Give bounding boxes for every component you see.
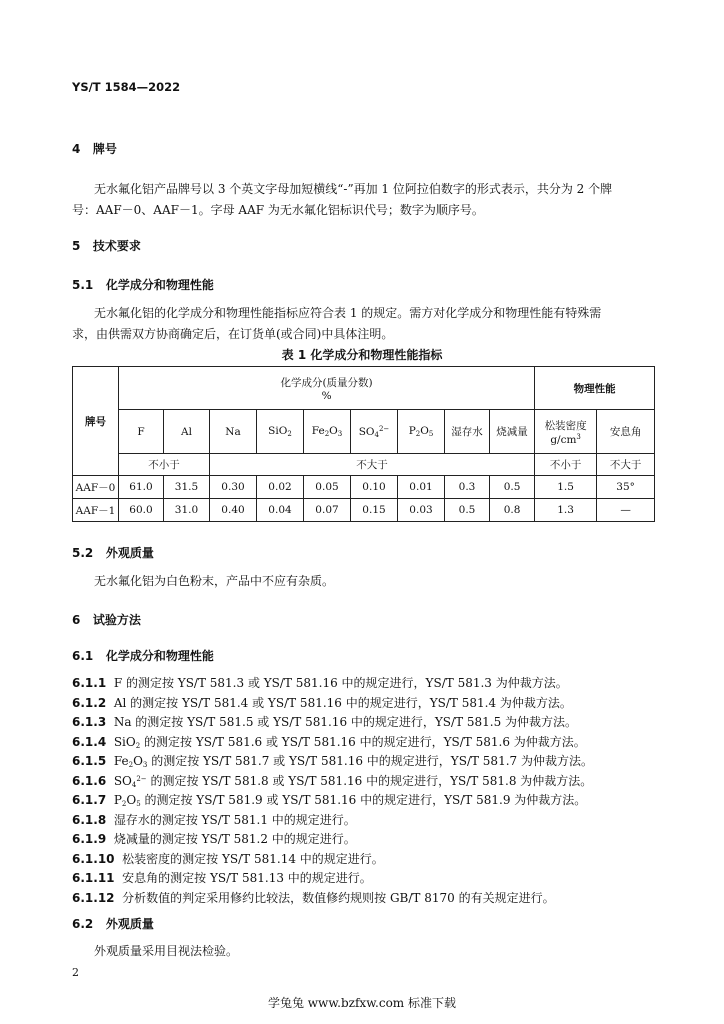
col-sio2: SiO$_2$ xyxy=(257,410,304,454)
section-6-1-heading xyxy=(72,647,214,664)
section-number: 5.1 xyxy=(72,278,94,292)
cell: 61.0 xyxy=(119,476,164,499)
method-item: 6.1.6 $SO_4^{2-}$ 的测定按 YS/T 581.8 或 YS/T 581.16 中的规定进行，YS/T 581.8 为仲裁方法。 xyxy=(72,774,593,789)
chem-header xyxy=(119,367,535,410)
section-title: 化学成分和物理性能 xyxy=(105,649,214,663)
section-number: 5 xyxy=(72,239,81,253)
paragraph-line: 无水氟化铝的化学成分和物理性能指标应符合表 1 的规定。需方对化学成分和物理性能有特殊需 xyxy=(94,306,602,320)
method-item: 6.1.9 烧减量的测定按 YS/T 581.2 中的规定进行。 xyxy=(72,832,356,846)
section-title: 化学成分和物理性能 xyxy=(105,278,214,292)
section-6-heading xyxy=(72,611,141,628)
section-number: 4 xyxy=(72,142,81,156)
section-5-1-heading xyxy=(72,276,214,293)
brand-header: 牌号 xyxy=(73,367,119,476)
col-moisture: 湿存水 xyxy=(445,410,490,454)
method-item: 6.1.4 SiO$_2$ 的测定按 YS/T 581.6 或 YS/T 581.16 中的规定进行，YS/T 581.6 为仲裁方法。 xyxy=(72,735,586,750)
limit-phys-not-less: 不小于 xyxy=(535,454,597,476)
col-bulk-density: 松装密度 $g/cm^3$ xyxy=(535,410,597,454)
section-title: 牌号 xyxy=(92,142,117,156)
section-number: 5.2 xyxy=(72,546,94,560)
section-title: 外观质量 xyxy=(105,546,154,560)
cell: 0.01 xyxy=(398,476,445,499)
cell: 0.40 xyxy=(210,499,257,522)
paragraph-line: 外观质量采用目视法检验。 xyxy=(94,944,239,958)
table-caption: 表 1 化学成分和物理性能指标 xyxy=(281,348,443,362)
row-brand: AAF－0 xyxy=(73,476,119,499)
chem-header-unit: % xyxy=(321,389,332,402)
method-item: 6.1.3 Na 的测定按 YS/T 581.5 或 YS/T 581.16 中的规定进行，YS/T 581.5 为仲裁方法。 xyxy=(72,715,578,729)
cell: 0.02 xyxy=(257,476,304,499)
method-item: 6.1.2 Al 的测定按 YS/T 581.4 或 YS/T 581.16 中的规定进行，YS/T 581.4 为仲裁方法。 xyxy=(72,696,572,710)
limit-not-more: 不大于 xyxy=(210,454,535,476)
col-loi: 烧减量 xyxy=(490,410,535,454)
method-item: 6.1.11 安息角的测定按 YS/T 581.13 中的规定进行。 xyxy=(72,871,372,885)
col-repose-angle: 安息角 xyxy=(597,410,655,454)
method-item: 6.1.8 湿存水的测定按 YS/T 581.1 中的规定进行。 xyxy=(72,813,356,827)
cell: 0.03 xyxy=(398,499,445,522)
section-number: 6 xyxy=(72,613,81,627)
phys-header: 物理性能 xyxy=(535,367,655,410)
cell: 0.07 xyxy=(304,499,351,522)
limit-phys-not-more: 不大于 xyxy=(597,454,655,476)
cell: 0.10 xyxy=(351,476,398,499)
section-5-2-heading xyxy=(72,544,154,561)
cell: 35° xyxy=(597,476,655,499)
section-number: 6.2 xyxy=(72,917,94,931)
section-title: 技术要求 xyxy=(92,239,141,253)
table-row xyxy=(73,476,655,499)
chem-header-label: 化学成分(质量分数) xyxy=(280,376,373,389)
cell: 0.15 xyxy=(351,499,398,522)
section-title: 试验方法 xyxy=(92,613,141,627)
limit-not-less: 不小于 xyxy=(119,454,210,476)
cell: 31.0 xyxy=(164,499,210,522)
col-so4: $SO_4^{2-}$ xyxy=(351,410,398,454)
section-number: 6.1 xyxy=(72,649,94,663)
method-item: 6.1.12 分析数值的判定采用修约比较法，数值修约规则按 GB/T 8170 的有关规定进行。 xyxy=(72,891,555,905)
cell: 0.8 xyxy=(490,499,535,522)
cell: — xyxy=(597,499,655,522)
cell: 1.3 xyxy=(535,499,597,522)
paragraph-line: 无水氟化铝为白色粉末，产品中不应有杂质。 xyxy=(94,574,335,588)
footer-watermark: 学兔兔 www.bzfxw.com 标准下载 xyxy=(267,996,457,1010)
paragraph-line: 无水氟化铝产品牌号以 3 个英文字母加短横线“-”再加 1 位阿拉伯数字的形式表示，共分为 2 个牌 xyxy=(94,182,613,196)
spec-table xyxy=(72,366,655,522)
section-4-heading xyxy=(72,140,117,157)
section-5-heading xyxy=(72,237,141,254)
cell: 0.5 xyxy=(490,476,535,499)
paragraph-line: 号：AAF－0、AAF－1。字母 AAF 为无水氟化铝标识代号；数字为顺序号。 xyxy=(72,203,484,217)
cell: 0.05 xyxy=(304,476,351,499)
method-item: 6.1.10 松装密度的测定按 YS/T 581.14 中的规定进行。 xyxy=(72,852,384,866)
table-row xyxy=(73,499,655,522)
cell: 0.30 xyxy=(210,476,257,499)
standard-code: YS/T 1584—2022 xyxy=(72,80,181,94)
cell: 1.5 xyxy=(535,476,597,499)
col-al: Al xyxy=(164,410,210,454)
cell: 0.04 xyxy=(257,499,304,522)
page-number: 2 xyxy=(72,966,79,979)
cell: 31.5 xyxy=(164,476,210,499)
col-na: Na xyxy=(210,410,257,454)
method-item: 6.1.7 $P_2O_5$ 的测定按 YS/T 581.9 或 YS/T 581.16 中的规定进行，YS/T 581.9 为仲裁方法。 xyxy=(72,793,587,808)
method-item: 6.1.1 F 的测定按 YS/T 581.3 或 YS/T 581.16 中的规定进行，YS/T 581.3 为仲裁方法。 xyxy=(72,676,568,690)
section-6-2-heading xyxy=(72,915,154,932)
method-item: 6.1.5 $Fe_2O_3$ 的测定按 YS/T 581.7 或 YS/T 581.16 中的规定进行，YS/T 581.7 为仲裁方法。 xyxy=(72,754,593,769)
row-brand: AAF－1 xyxy=(73,499,119,522)
cell: 0.5 xyxy=(445,499,490,522)
cell: 0.3 xyxy=(445,476,490,499)
col-fe2o3: $Fe_2O_3$ xyxy=(304,410,351,454)
cell: 60.0 xyxy=(119,499,164,522)
col-f: F xyxy=(119,410,164,454)
paragraph-line: 求，由供需双方协商确定后，在订货单(或合同)中具体注明。 xyxy=(72,327,394,341)
col-p2o5: $P_2O_5$ xyxy=(398,410,445,454)
section-title: 外观质量 xyxy=(105,917,154,931)
